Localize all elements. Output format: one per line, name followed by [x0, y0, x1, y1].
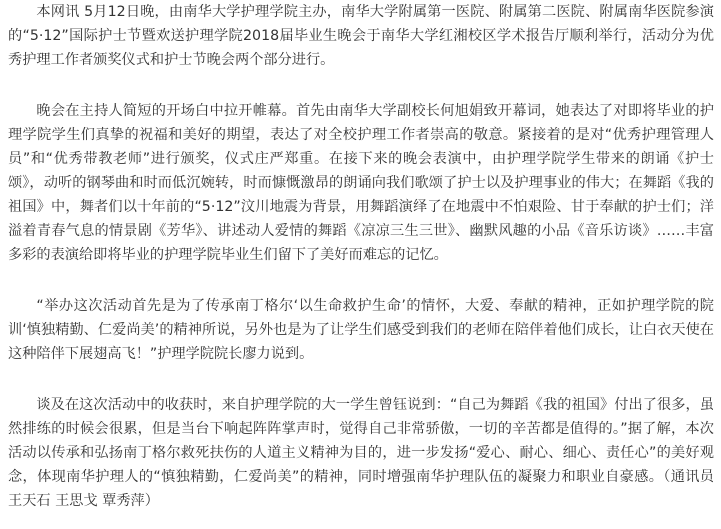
article-paragraph-3: “举办这次活动首先是为了传承南丁格尔‘以生命救护生命’的情怀，大爱、奉献的精神，正如护理学院的院训‘慎独精勤、仁爱尚美’的精神所说，另外也是为了让学生们感受到我们的老师在陪伴着他们成长，让白衣天使在这种陪伴下展翅高飞！”护理学院院长廖力说到。	[8, 298, 714, 362]
article-paragraph-4: 谈及在这次活动中的收获时，来自护理学院的大一学生曾钰说到：“自己为舞蹈《我的祖国》付出了很多，虽然排练的时候会很累，但是当台下响起阵阵掌声时，觉得自己非常骄傲，一切的辛苦都是值得的。”据了解，本次活动以传承和弘扬南丁格尔救死扶伤的人道主义精神为目的，进一步发扬“爱心、耐心、细心、责任心”的美好观念，体现南华护理人的“慎独精勤，仁爱尚美”的精神，同时增强南华护理队伍的凝聚力和职业自豪感。（通讯员 王天石 王思戈 覃秀萍）	[8, 397, 714, 509]
article-paragraph-1: 本网讯 5月12日晚，由南华大学护理学院主办，南华大学附属第一医院、附属第二医院、附属南华医院参演的“5·12”国际护士节暨欢送护理学院2018届毕业生晚会于南华大学红湘校区学术报告厅顺利举行，活动分为优秀护理工作者颁奖仪式和护士节晚会两个部分进行。	[8, 4, 714, 68]
article-body	[8, 0, 714, 513]
article-paragraph-2: 晚会在主持人简短的开场白中拉开帷幕。首先由南华大学副校长何旭娟致开幕词，她表达了对即将毕业的护理学院学生们真挚的祝福和美好的期望，表达了对全校护理工作者崇高的敬意。紧接着的是对“优秀护理管理人员”和“优秀带教老师”进行颁奖，仪式庄严郑重。在接下来的晚会表演中，由护理学院学生带来的朗诵《护士颂》，动听的钢琴曲和时而低沉婉转，时而慷慨激昂的朗诵向我们歌颂了护士以及护理事业的伟大；在舞蹈《我的祖国》中，舞者们以十年前的“5·12”汶川地震为背景，用舞蹈演绎了在地震中不怕艰险、甘于奉献的护士们；洋溢着青春气息的情景剧《芳华》、讲述动人爱情的舞蹈《凉凉三生三世》、幽默风趣的小品《音乐访谈》……丰富多彩的表演给即将毕业的护理学院毕业生们留下了美好而难忘的记忆。	[8, 103, 714, 263]
